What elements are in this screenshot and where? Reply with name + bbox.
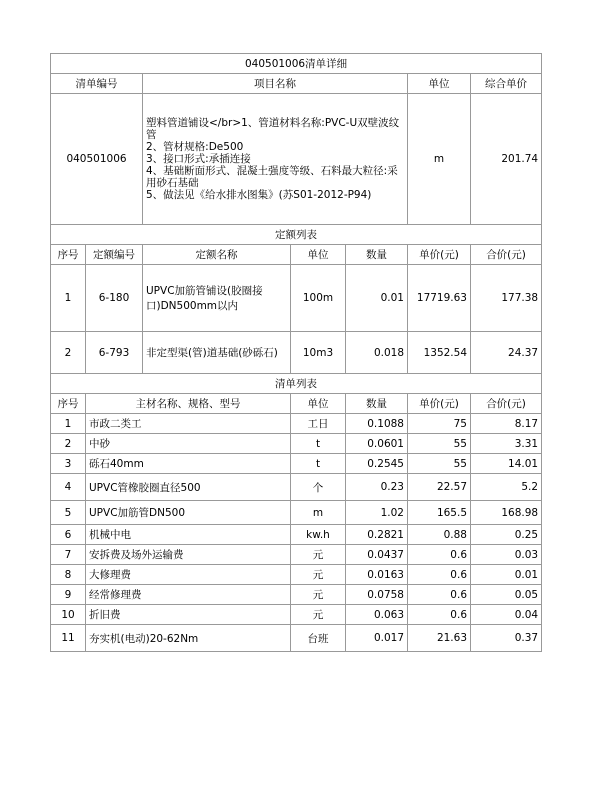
material-qty: 0.0601 [346,434,408,454]
material-row [51,501,542,525]
material-total: 0.04 [471,605,542,625]
material-header-price: 单价(元) [408,394,471,414]
material-total: 8.17 [471,414,542,434]
material-price: 0.6 [408,545,471,565]
material-total: 0.05 [471,585,542,605]
header-bill-code: 清单编号 [51,74,143,94]
quota-header-row [51,245,542,265]
quota-header-price: 单价(元) [408,245,471,265]
material-seq: 2 [51,434,86,454]
quota-header-qty: 数量 [346,245,408,265]
bill-header-row [51,74,542,94]
material-qty: 0.017 [346,625,408,652]
bill-unit: m [408,94,471,225]
material-price: 0.6 [408,585,471,605]
material-row [51,525,542,545]
material-row [51,605,542,625]
material-seq: 6 [51,525,86,545]
material-seq: 1 [51,414,86,434]
quota-code: 6-180 [86,265,143,332]
material-name: 中砂 [86,434,291,454]
page-title: 040501006清单详细 [51,54,542,74]
material-qty: 0.063 [346,605,408,625]
material-unit: 元 [291,585,346,605]
bill-desc-line: 4、基础断面形式、混凝土强度等级、石料最大粒径:采用砂石基础 [146,165,398,189]
quota-unit: 100m [291,265,346,332]
bill-row [51,94,542,225]
material-price: 55 [408,454,471,474]
quota-code: 6-793 [86,332,143,374]
quota-total: 24.37 [471,332,542,374]
material-qty: 0.1088 [346,414,408,434]
material-unit: 工日 [291,414,346,434]
material-row [51,434,542,454]
material-total: 168.98 [471,501,542,525]
material-name: UPVC管橡胶圈直径500 [86,474,291,501]
bill-desc-line: 2、管材规格:De500 [146,141,244,153]
bill-desc-line: 5、做法见《给水排水图集》(苏S01-2012-P94) [146,189,372,201]
material-unit: 个 [291,474,346,501]
material-price: 75 [408,414,471,434]
material-header-name: 主材名称、规格、型号 [86,394,291,414]
material-price: 22.57 [408,474,471,501]
material-seq: 3 [51,454,86,474]
material-row [51,565,542,585]
header-unit-price: 综合单价 [471,74,542,94]
material-header-total: 合价(元) [471,394,542,414]
bill-desc-line: 塑料管道铺设</br>1、管道材料名称:PVC-U双壁波纹管 [146,117,400,141]
quota-price: 1352.54 [408,332,471,374]
material-header-row [51,394,542,414]
material-qty: 0.2821 [346,525,408,545]
quota-qty: 0.018 [346,332,408,374]
material-total: 5.2 [471,474,542,501]
material-qty: 0.2545 [346,454,408,474]
material-name: 砾石40mm [86,454,291,474]
material-total: 14.01 [471,454,542,474]
quota-unit: 10m3 [291,332,346,374]
material-name: 大修理费 [86,565,291,585]
material-price: 0.6 [408,605,471,625]
material-section-title: 清单列表 [51,374,542,394]
material-seq: 11 [51,625,86,652]
material-unit: kw.h [291,525,346,545]
material-row [51,414,542,434]
material-name: 市政二类工 [86,414,291,434]
quota-row [51,332,542,374]
quota-seq: 2 [51,332,86,374]
header-unit: 单位 [408,74,471,94]
material-name: 折旧费 [86,605,291,625]
material-seq: 9 [51,585,86,605]
bill-code: 040501006 [51,94,143,225]
material-seq: 4 [51,474,86,501]
material-price: 0.88 [408,525,471,545]
quota-header-unit: 单位 [291,245,346,265]
material-price: 21.63 [408,625,471,652]
material-total: 0.03 [471,545,542,565]
material-qty: 0.0758 [346,585,408,605]
material-name: 经常修理费 [86,585,291,605]
material-unit: 台班 [291,625,346,652]
material-row [51,625,542,652]
material-seq: 10 [51,605,86,625]
quota-header-seq: 序号 [51,245,86,265]
bill-desc-line: 3、接口形式:承插连接 [146,153,251,165]
material-unit: 元 [291,545,346,565]
material-unit: m [291,501,346,525]
material-price: 55 [408,434,471,454]
material-price: 165.5 [408,501,471,525]
quota-name: UPVC加筋管铺设(胶圈接口)DN500mm以内 [143,265,291,332]
material-qty: 0.0163 [346,565,408,585]
material-total: 3.31 [471,434,542,454]
material-header-seq: 序号 [51,394,86,414]
material-qty: 1.02 [346,501,408,525]
material-name: UPVC加筋管DN500 [86,501,291,525]
material-qty: 0.0437 [346,545,408,565]
material-unit: t [291,434,346,454]
material-unit: 元 [291,565,346,585]
material-unit: 元 [291,605,346,625]
material-name: 机械中电 [86,525,291,545]
material-total: 0.01 [471,565,542,585]
bill-detail-table [50,53,542,652]
material-row [51,474,542,501]
quota-qty: 0.01 [346,265,408,332]
material-row [51,545,542,565]
material-seq: 8 [51,565,86,585]
quota-section-title: 定额列表 [51,225,542,245]
header-item-name: 项目名称 [143,74,408,94]
material-row [51,585,542,605]
quota-price: 17719.63 [408,265,471,332]
material-seq: 7 [51,545,86,565]
material-total: 0.25 [471,525,542,545]
bill-price: 201.74 [471,94,542,225]
quota-row [51,265,542,332]
material-header-qty: 数量 [346,394,408,414]
material-name: 安拆费及场外运输费 [86,545,291,565]
quota-header-name: 定额名称 [143,245,291,265]
material-price: 0.6 [408,565,471,585]
material-row [51,454,542,474]
quota-header-code: 定额编号 [86,245,143,265]
quota-header-total: 合价(元) [471,245,542,265]
material-name: 夯实机(电动)20-62Nm [86,625,291,652]
quota-seq: 1 [51,265,86,332]
bill-description [143,94,408,225]
material-unit: t [291,454,346,474]
material-qty: 0.23 [346,474,408,501]
material-total: 0.37 [471,625,542,652]
material-header-unit: 单位 [291,394,346,414]
material-seq: 5 [51,501,86,525]
quota-name: 非定型渠(管)道基础(砂砾石) [143,332,291,374]
quota-total: 177.38 [471,265,542,332]
